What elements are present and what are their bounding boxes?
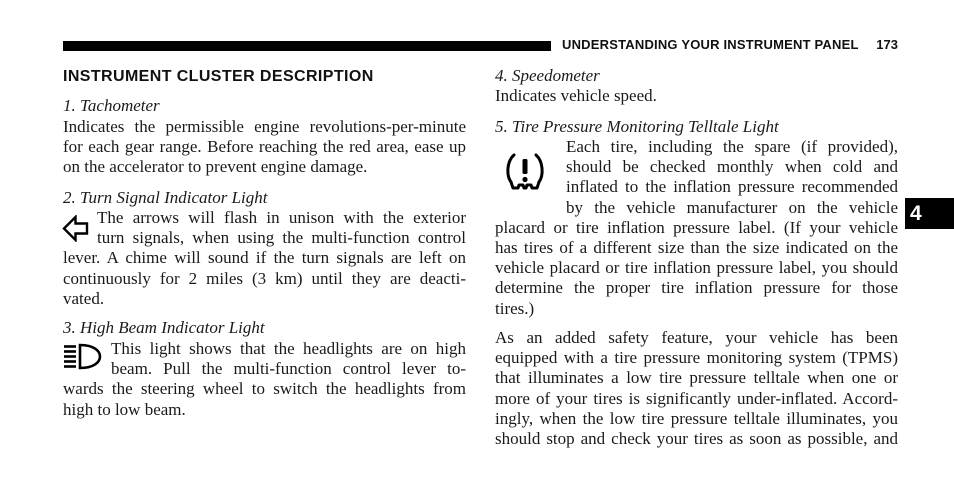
chapter-tab: [905, 198, 954, 229]
body-text-line: has tires of a different size than the size indicated on the: [495, 237, 898, 257]
chapter-number: 4: [910, 202, 922, 225]
body-text-line: beam. Pull the multi-function control lever to-: [111, 359, 466, 379]
paragraph-tpms-check: [495, 137, 898, 319]
body-text-line: turn signals, when using the multi-function control: [97, 228, 466, 248]
body-text-line: Indicates vehicle speed.: [495, 86, 657, 105]
item-heading-high-beam: 3. High Beam Indicator Light: [63, 318, 265, 337]
section-title: INSTRUMENT CLUSTER DESCRIPTION: [63, 68, 374, 85]
body-text-line: lever. A chime will sound if the turn signals are left on: [63, 248, 466, 268]
body-text-line: This light shows that the headlights are on high: [111, 339, 466, 358]
body-text-line: tires.): [495, 298, 535, 318]
item-heading-tpms: 5. Tire Pressure Monitoring Telltale Light: [495, 117, 779, 136]
body-text-line: As an added safety feature, your vehicle has been: [495, 328, 898, 347]
body-text-line: equipped with a tire pressure monitoring system (TPMS): [495, 348, 898, 368]
body-text-line: for each gear range. Before reaching the red area, ease up: [63, 137, 466, 157]
body-text-line: continuously for 2 miles (3 km) until they are deacti-: [63, 268, 466, 288]
paragraph-turn-signal: [63, 208, 466, 309]
body-text-line: by the vehicle manufacturer on the vehicle: [566, 197, 898, 217]
body-text-line: vated.: [63, 288, 105, 308]
body-text-line: inflated to the inflation pressure recommended: [566, 177, 898, 197]
body-text-line: on the accelerator to prevent engine damage.: [63, 157, 368, 177]
item-heading-speedometer: 4. Speedometer: [495, 66, 600, 85]
body-text-line: vehicle placard or tire inflation pressure label, you should: [495, 258, 898, 278]
paragraph-high-beam: [63, 339, 466, 420]
paragraph-speedometer: [495, 86, 898, 106]
paragraph-tachometer: [63, 117, 466, 178]
item-heading-tachometer: 1. Tachometer: [63, 96, 160, 115]
body-text-line: Indicates the permissible engine revolutions-per-minute: [63, 117, 466, 136]
paragraph-tpms-safety: [495, 328, 898, 449]
body-text-line: high to low beam.: [63, 399, 186, 419]
body-text-line: should stop and check your tires as soon as possible, and: [495, 428, 898, 448]
body-text-line: The arrows will flash in unison with the exterior: [97, 208, 466, 227]
item-heading-turn-signal: 2. Turn Signal Indicator Light: [63, 188, 268, 207]
body-text-line: ingly, when the low tire pressure telltale illuminates, you: [495, 408, 898, 428]
body-text-line: more of your tires is significantly under-inflated. Accord-: [495, 388, 898, 408]
page-number: 173: [876, 37, 898, 52]
body-text-line: determine the proper tire inflation pressure for those: [495, 278, 898, 298]
header-rule: [63, 41, 551, 51]
body-text-line: that illuminates a low tire pressure telltale when one or: [495, 368, 898, 388]
body-text-line: wards the steering wheel to switch the headlights from: [63, 379, 466, 399]
running-header-title: UNDERSTANDING YOUR INSTRUMENT PANEL: [562, 37, 859, 52]
body-text-line: placard or tire inflation pressure label. (If your vehicle: [495, 217, 898, 237]
body-text-line: Each tire, including the spare (if provided),: [566, 137, 898, 156]
body-text-line: should be checked monthly when cold and: [566, 157, 898, 177]
